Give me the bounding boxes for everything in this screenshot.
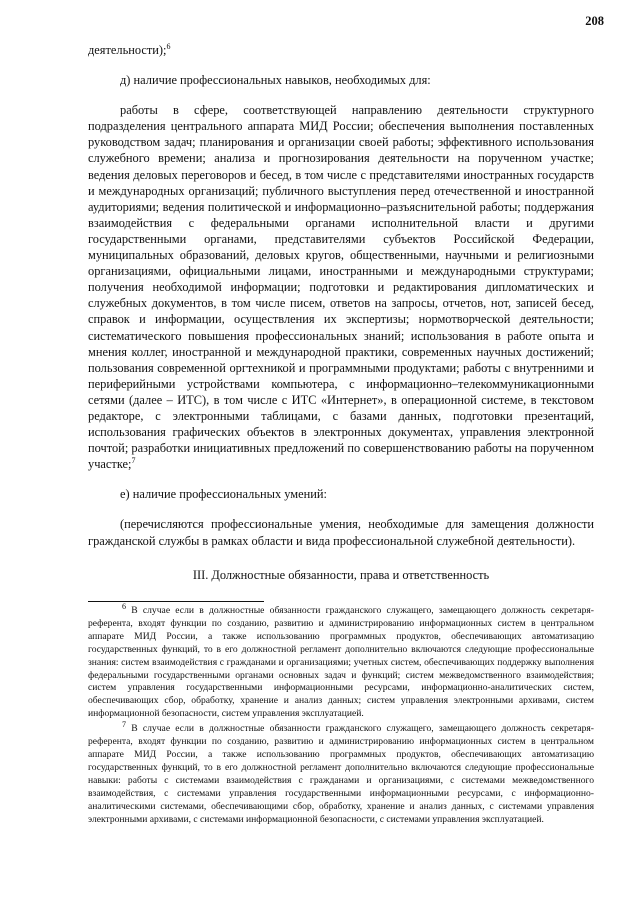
footnote-text: В случае если в должностные обязанности гражданского служащего, замещающего должность секретаря-референта, входят функции по созданию, развитию и администрированию информационных систем в центральном аппарате МИД России, а также использованию программных продуктов, обеспечивающих автоматизацию государственных функций, то в его должностной регламент дополнительно включаются следующие профессиональные навыки: работы с системами взаимодействия с гражданами и организациями, с системами межведомственного взаимодействия, с системами управления государственными информационными ресурсами, с информационно-аналитическими системами, обеспечивающими сбор, обработку, хранение и анализ данных, с системами управления электронными архивами, с системами информационной безопасности, с системами управления эксплуатацией. (88, 723, 595, 825)
footnote-separator (88, 601, 264, 602)
paragraph-text: работы в сфере, соответствующей направлению деятельности структурного подразделения центрального аппарата МИД России; обеспечения выполнения поставленных руководством задач; планирования и организации своей работы; эффективного использования служебного времени; анализа и прогнозирования деятельности на порученном участке; ведения деловых переговоров и бесед, в том числе с представителями иностранных государств и международных организаций; публичного выступления перед отечественной и иностранной аудиториями; ведения политической и информационно–разъяснительной работы; поддержания взаимодействия с федеральными органами исполнительной власти и другими государственными органами, представителями субъектов Российской Федерации, муниципальных образований, деловых кругов, общественными, научными и религиозными организациями, официальными лицами, иностранными и международными структурами; получения необходимой информации; подготовки и редактирования дипломатических и служебных документов, в том числе писем, ответов на запросы, отчетов, нот, записей бесед, справок и информации, осуществления их экспертизы; нормотворческой деятельности; систематического повышения профессиональных знаний; использования в работе опыта и мнения коллег, иностранной и международной практики, современных научных достижений; пользования современной оргтехникой и программными продуктами; работы с внутренними и периферийными устройствами компьютера, с информационно–телекоммуникационными сетями (далее – ИТС), в том числе с ИТС «Интернет», в операционной системе, в текстовом редакторе, с электронными таблицами, с базами данных, подготовки презентаций, использования графических объектов в электронных документах, управления электронной почтой; разработки инициативных предложений по совершенствованию работы на порученном участке; (88, 103, 594, 472)
main-text (88, 42, 594, 583)
footnote-mark: 6 (122, 601, 126, 611)
footnote (88, 719, 595, 826)
footnote (88, 601, 595, 721)
footnote-ref-6: 6 (166, 41, 171, 51)
paragraph-abilities-note: (перечисляются профессиональные умения, необходимые для замещения должности гражданской службы в рамках области и вида профессиональной служебной деятельности). (88, 517, 594, 548)
footnote-text: В случае если в должностные обязанности гражданского служащего, замещающего должность секретаря-референта, входят функции по созданию, развитию и администрированию информационных систем в центральном аппарате МИД России, а также использованию программных продуктов, обеспечивающих автоматизацию государственных функций, то в его должностной регламент дополнительно включаются следующие профессиональные знания: систем взаимодействия с гражданами и организациями; учетных систем, обеспечивающих поддержку выполнения федеральными государственными органами основных задач и функций; систем межведомственного взаимодействия; систем управления государственными информационными ресурсами, информационно-аналитических систем, обеспечивающих сбор, обработку, хранение и анализ данных; систем управления электронными архивами, систем информационной безопасности, систем управления эксплуатацией. (88, 605, 595, 720)
page-number: 208 (585, 14, 604, 28)
footnote-mark: 7 (122, 719, 126, 729)
paragraph-text: деятельности); (88, 43, 167, 57)
paragraph-skills-heading: д) наличие профессиональных навыков, необходимых для: (120, 73, 431, 88)
footnote-ref-7: 7 (131, 456, 136, 466)
paragraph-skills-list (88, 102, 594, 472)
section-heading: III. Должностные обязанности, права и ответственность (192, 567, 490, 582)
paragraph-continuation (88, 42, 594, 58)
footnotes (88, 601, 595, 826)
paragraph-abilities-heading: е) наличие профессиональных умений: (120, 487, 327, 502)
